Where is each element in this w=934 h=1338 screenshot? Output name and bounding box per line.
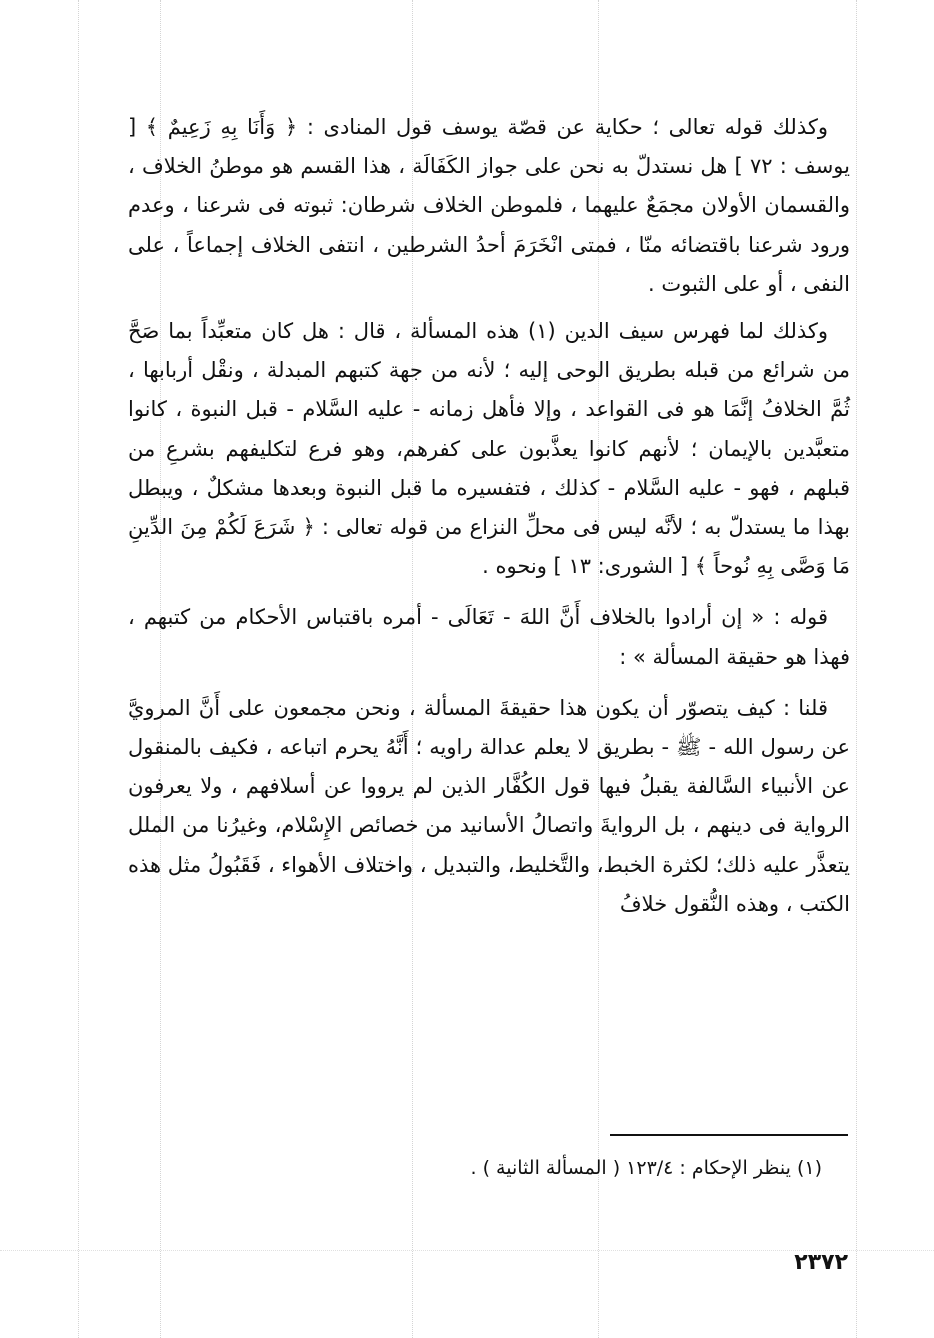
paragraph-3: قوله : « إن أرادوا بالخلاف أَنَّ اللهَ - تَعَالَى - أمره باقتباس الأحكام من كتبهم ، فهذا هو حقيقة المسألة » : <box>128 605 850 669</box>
footnote: (١) ينظر الإحكام : ١٢٣/٤ ( المسألة الثانية ) . <box>470 1157 822 1179</box>
paragraph-1: وكذلك قوله تعالى ؛ حكاية عن قصّة يوسف قول المنادى : ﴿ وَأَنَا بِهِ زَعِيمٌ ﴾ [ يوسف : ٧٢ ] هل نستدلّ به نحن على جواز الكَفَالَة ، هذا القسم هو موطنُ الخلاف ، والقسمان الأولان مجمَعٌ عليهما ، فلموطن الخلاف شرطان: ثبوته فى شرعنا ، وعدم ورود شرعنا باقتضائه منّا ، فمتى انْخَرَمَ أحدُ الشرطين ، انتفى الخلاف إجماعاً ، على النفى ، أو على الثبوت . <box>128 115 850 296</box>
page-number: ٢٣٧٢ <box>794 1250 848 1275</box>
paragraph-2: وكذلك لما فهرس سيف الدين (١) هذه المسألة ، قال : هل كان متعبِّداً بما صَحَّ من شرائع من قبله بطريق الوحى إليه ؛ لأنه من جهة كتبهم المبدلة ، ونقْل أربابها ، ثُمَّ الخلافُ إنَّمَا هو فى القواعد ، وإلا فأهل زمانه - عليه السَّلام - قبل النبوة ، كانوا متعبَّدين بالإيمان ؛ لأنهم كانوا يعذَّبون على كفرهم، وهو فرع لتكليفهم بشرعِ من قبلهم ، فهو - عليه السَّلام - كذلك ، فتفسيره ما قبل النبوة وبعدها مشكلٌ ، ويبطل بهذا ما يستدلّ به ؛ لأنَّه ليس فى محلِّ النزاع من قوله تعالى : ﴿ شَرَعَ لَكُمْ مِنَ الدِّينِ مَا وَصَّى بِهِ نُوحاً ﴾ [ الشورى: ١٣ ] ونحوه . <box>128 319 850 579</box>
scan-guide-line <box>78 0 79 1338</box>
footnote-divider <box>610 1134 848 1136</box>
paragraph-4: قلنا : كيف يتصوّر أن يكون هذا حقيقةَ المسألة ، ونحن مجمعون على أَنَّ المرويَّ عن رسول الله - ﷺ - بطريق لا يعلم عدالة راويه ؛ أَنَّهُ يحرم اتباعه ، فكيف بالمنقول عن الأنبياء السَّالفة يقبلُ فيها قول الكُفَّار الذين لم يرووا عن أسلافهم ، ولا يعرفون الرواية فى دينهم ، بل الروايةَ واتصالُ الأسانيد من خصائص الإِسْلام، وغيرُنا من الملل يتعذَّر عليه ذلك؛ لكثرة الخبط، والتَّخليط، والتبديل ، واختلاف الأهواء ، فَقَبُولُ مثل هذه الكتب ، وهذه النُّقول خلافُ <box>128 695 850 916</box>
main-text <box>128 108 850 924</box>
scan-guide-line <box>856 0 857 1338</box>
